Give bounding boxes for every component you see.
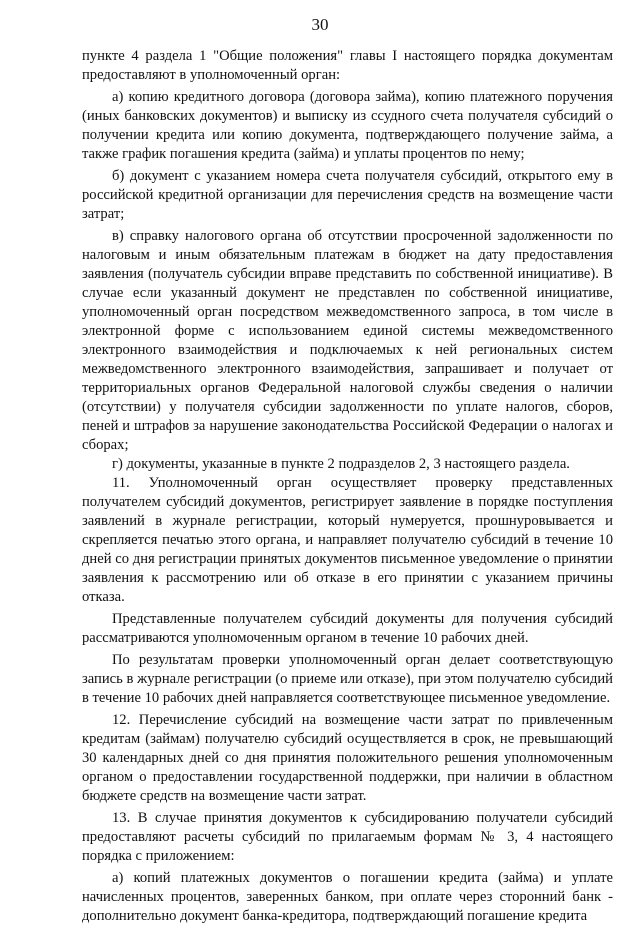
paragraph-review-period: Представленные получателем субсидий документы для получения субсидий рассматриваются уполномоченным органом в течение 10 рабочих дней. xyxy=(82,611,613,646)
paragraph-review-results: По результатам проверки уполномоченный орган делает соответствующую запись в журнале регистрации (о приеме или отказе), при этом получателю субсидий в течение 10 рабочих дней направляется соответствующее письменное уведомление. xyxy=(82,652,613,706)
page-number: 30 xyxy=(311,15,329,34)
paragraph-continuation: пункте 4 раздела 1 "Общие положения" главы I настоящего порядка документам предоставляют в уполномоченный орган: xyxy=(82,48,613,83)
paragraph-item-v: в) справку налогового органа об отсутствии просроченной задолженности по налоговым и иным обязательным платежам в бюджет на дату предоставления заявления (получатель субсидии вправе представить по собственной инициативе). В случае если указанный документ не представлен по собственной инициативе, уполномоченный орган посредством межведомственного запроса, в том числе в электронной форме с использованием единой системы межведомственного электронного взаимодействия и подключаемых к ней региональных систем межведомственного электронного взаимодействия, запрашивает и получает от территориальных органов Федеральной налоговой службы сведения о наличии (отсутствии) у получателя субсидии задолженности по уплате налогов, сборов, пеней и штрафов за нарушение законодательства Российской Федерации о налогах и сборах; xyxy=(82,228,613,453)
paragraph-clause-11: 11. Уполномоченный орган осуществляет проверку представленных получателем субсидий документов, регистрирует заявление в порядке поступления заявлений в журнале регистрации, который нумеруется, прошнуровывается и скрепляется печатью этого органа, и направляет получателю субсидий в течение 10 дней со дня регистрации принятых документов письменное уведомление о принятии заявления к рассмотрению или об отказе в его принятии с указанием причины отказа. xyxy=(82,475,613,605)
paragraph-item-a: а) копию кредитного договора (договора займа), копию платежного поручения (иных банковских документов) и выписку из ссудного счета получателя субсидий о получении кредита или копию документа, подтверждающего получение займа, а также график погашения кредита (займа) и уплаты процентов по нему; xyxy=(82,89,613,162)
document-body xyxy=(82,47,613,929)
paragraph-clause-12: 12. Перечисление субсидий на возмещение части затрат по привлеченным кредитам (займам) получателю субсидий осуществляется в срок, не превышающий 30 календарных дней со дня принятия положительного решения уполномоченным органом о предоставлении государственной поддержки, при наличии в областном бюджете средств на возмещение части затрат. xyxy=(82,712,613,804)
paragraph-clause-13: 13. В случае принятия документов к субсидированию получатели субсидий предоставляют расчеты субсидий по прилагаемым формам № 3, 4 настоящего порядка с приложением: xyxy=(82,810,613,864)
paragraph-clause-13-item-a: а) копий платежных документов о погашении кредита (займа) и уплате начисленных процентов, заверенных банком, при оплате через сторонний банк - дополнительно документ банка-кредитора, подтверждающий погашение кредита xyxy=(82,870,613,924)
paragraph-item-b: б) документ с указанием номера счета получателя субсидий, открытого ему в российской кредитной организации для перечисления средств на возмещение части затрат; xyxy=(82,168,613,222)
paragraph-item-g: г) документы, указанные в пункте 2 подразделов 2, 3 настоящего раздела. xyxy=(112,456,570,472)
